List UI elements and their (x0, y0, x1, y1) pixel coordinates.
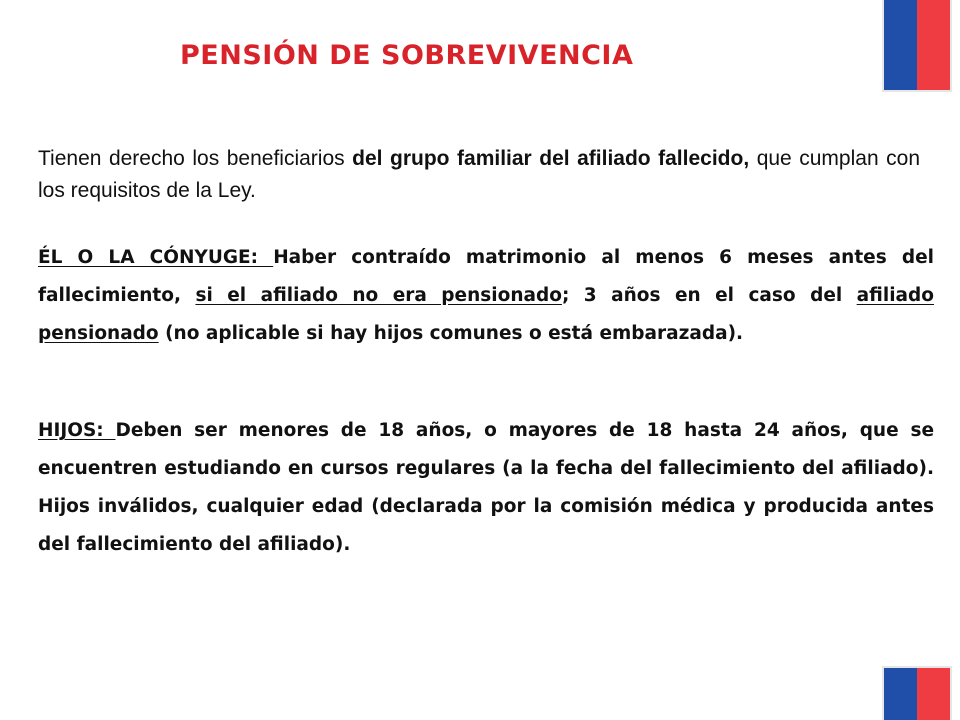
slide-title: PENSIÓN DE SOBREVIVENCIA (180, 40, 634, 71)
flag-blue-stripe (884, 668, 917, 720)
intro-bold-text: del grupo familiar del afiliado fallecido, (352, 147, 750, 170)
hijos-label: HIJOS: (38, 420, 116, 441)
conyuge-text-3: (no aplicable si hay hijos comunes o está embarazada). (158, 323, 744, 344)
flag-red-stripe (917, 668, 950, 720)
intro-text-end: que cumplan con los requisitos de la Ley. (38, 147, 921, 202)
conyuge-label: ÉL O LA CÓNYUGE: (38, 247, 274, 268)
chile-flag-emblem-bottom (884, 668, 950, 720)
chile-flag-emblem-top (884, 0, 950, 90)
flag-blue-stripe (884, 0, 917, 90)
hijos-paragraph (38, 412, 934, 564)
conyuge-underline-1: si el afiliado no era pensionado (195, 285, 562, 306)
hijos-text: Deben ser menores de 18 años, o mayores de 18 hasta 24 años, que se encuentren estudiando en cursos regulares (a la fecha del fallecimiento del afiliado). Hijos inválidos, cualquier edad (declarada por la comisión médica y producida antes del fallecimiento del afiliado). (38, 420, 935, 555)
conyuge-underline-2: afiliado pensionado (38, 285, 934, 344)
flag-red-stripe (917, 0, 950, 90)
conyuge-text-2: ; 3 años en el caso del (561, 285, 857, 306)
intro-paragraph (38, 143, 920, 207)
conyuge-text-1: Haber contraído matrimonio al menos 6 meses antes del fallecimiento, (38, 247, 934, 306)
conyuge-paragraph (38, 239, 934, 353)
intro-text-start: Tienen derecho los beneficiarios (38, 147, 353, 170)
